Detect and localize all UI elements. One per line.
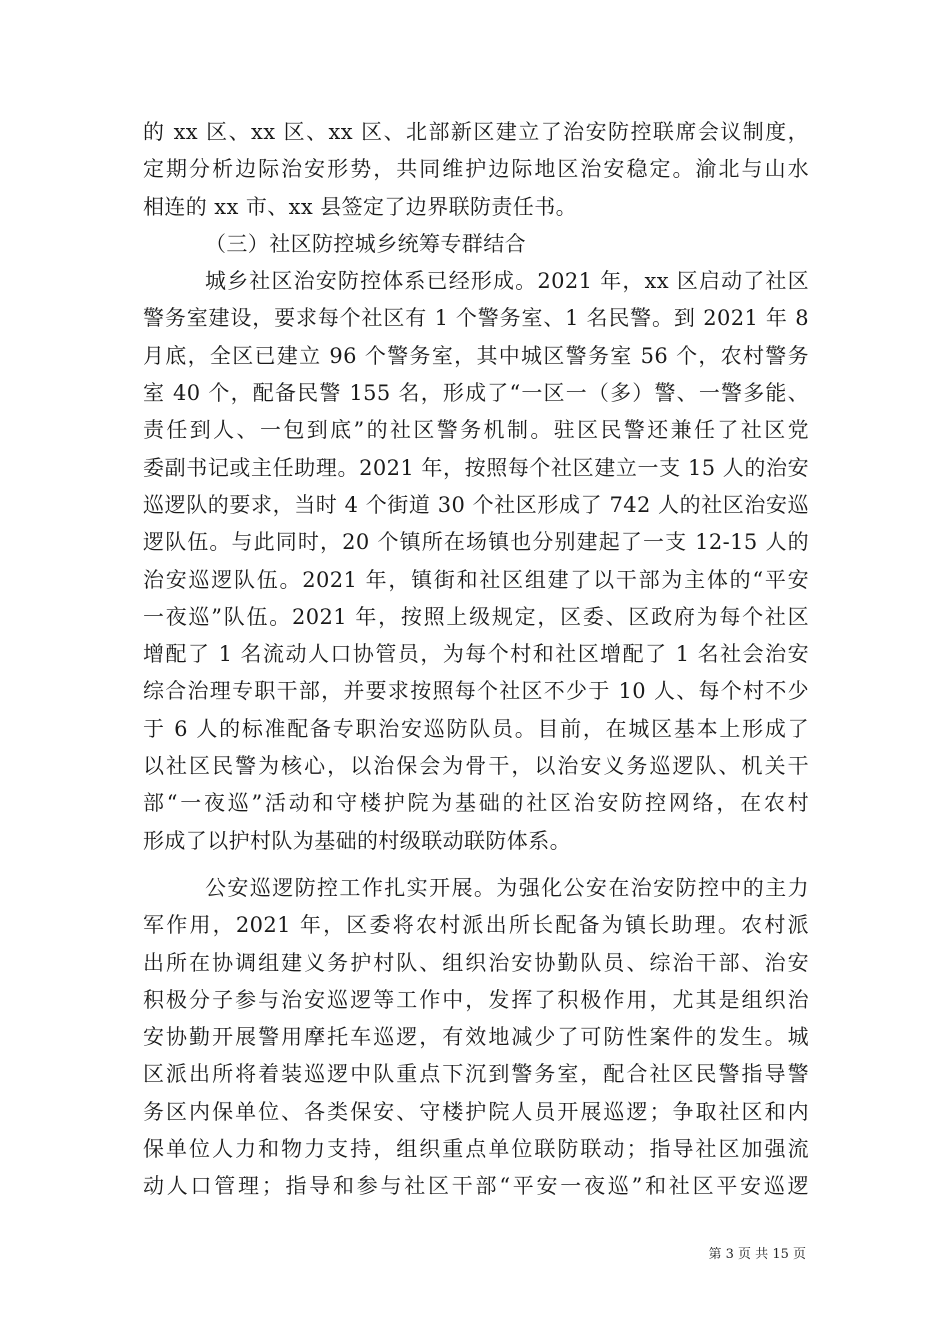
text-line: 部“一夜巡”活动和守楼护院为基础的社区治安防控网络，在农村 <box>143 791 809 816</box>
text-line: 安协勤开展警用摩托车巡逻，有效地减少了可防性案件的发生。城 <box>143 1025 809 1050</box>
paragraph-gap <box>143 860 809 870</box>
page-number: 第 3 页 共 15 页 <box>708 1247 806 1262</box>
text-line: 军作用，2021 年，区委将农村派出所长配备为镇长助理。农村派 <box>143 913 809 938</box>
text-line: 的 xx 区、xx 区、xx 区、北部新区建立了治安防控联席会议制度， <box>143 120 809 144</box>
text-line: 城乡社区治安防控体系已经形成。2021 年，xx 区启动了社区 <box>205 269 809 294</box>
paragraph <box>143 114 809 226</box>
text-line: 警务室建设，要求每个社区有 1 个警务室、1 名民警。到 2021 年 8 <box>143 306 809 331</box>
text-line: 区派出所将着装巡逻中队重点下沉到警务室，配合社区民警指导警 <box>143 1062 809 1087</box>
text-line: 增配了 1 名流动人口协管员，为每个村和社区增配了 1 名社会治安 <box>143 642 809 667</box>
heading-line: （三）社区防控城乡统筹专群结合 <box>205 231 526 256</box>
text-line: 综合治理专职干部，并要求按照每个社区不少于 10 人、每个村不少 <box>143 679 809 704</box>
text-line: 责任到人、一包到底”的社区警务机制。驻区民警还兼任了社区党 <box>143 418 809 443</box>
text-line: 保单位人力和物力支持，组织重点单位联防联动；指导社区加强流 <box>143 1137 809 1162</box>
text-line: 务区内保单位、各类保安、守楼护院人员开展巡逻；争取社区和内 <box>143 1099 809 1124</box>
text-line: 委副书记或主任助理。2021 年，按照每个社区建立一支 15 人的治安 <box>143 455 809 480</box>
text-line: 治安巡逻队伍。2021 年，镇街和社区组建了以干部为主体的“平安 <box>143 567 809 592</box>
text-line: 相连的 xx 市、xx 县签定了边界联防责任书。 <box>143 194 577 219</box>
document-body <box>143 114 809 1206</box>
text-line: 定期分析边际治安形势，共同维护边际地区治安稳定。渝北与山水 <box>143 157 809 182</box>
section-heading <box>143 226 809 263</box>
text-line: 形成了以护村队为基础的村级联动联防体系。 <box>143 828 571 853</box>
text-line: 月底，全区已建立 96 个警务室，其中城区警务室 56 个，农村警务 <box>143 343 809 368</box>
text-line: 逻队伍。与此同时，20 个镇所在场镇也分别建起了一支 12-15 人的 <box>143 530 809 555</box>
text-line: 出所在协调组建义务护村队、组织治安协勤队员、综治干部、治安 <box>143 950 809 975</box>
text-line: 积极分子参与治安巡逻等工作中，发挥了积极作用，尤其是组织治 <box>143 987 809 1012</box>
paragraph <box>143 870 809 1206</box>
text-line: 巡逻队的要求，当时 4 个街道 30 个社区形成了 742 人的社区治安巡 <box>143 492 809 517</box>
text-line: 一夜巡”队伍。2021 年，按照上级规定，区委、区政府为每个社区 <box>143 604 809 629</box>
text-line: 于 6 人的标准配备专职治安巡防队员。目前，在城区基本上形成了 <box>143 716 809 741</box>
text-line: 以社区民警为核心，以治保会为骨干，以治安义务巡逻队、机关干 <box>143 754 809 779</box>
text-line: 动人口管理；指导和参与社区干部“平安一夜巡”和社区平安巡逻 <box>143 1174 809 1199</box>
paragraph <box>143 263 809 860</box>
text-line: 室 40 个，配备民警 155 名，形成了“一区一（多）警、一警多能、 <box>143 381 809 406</box>
text-line: 公安巡逻防控工作扎实开展。为强化公安在治安防控中的主力 <box>205 875 809 900</box>
